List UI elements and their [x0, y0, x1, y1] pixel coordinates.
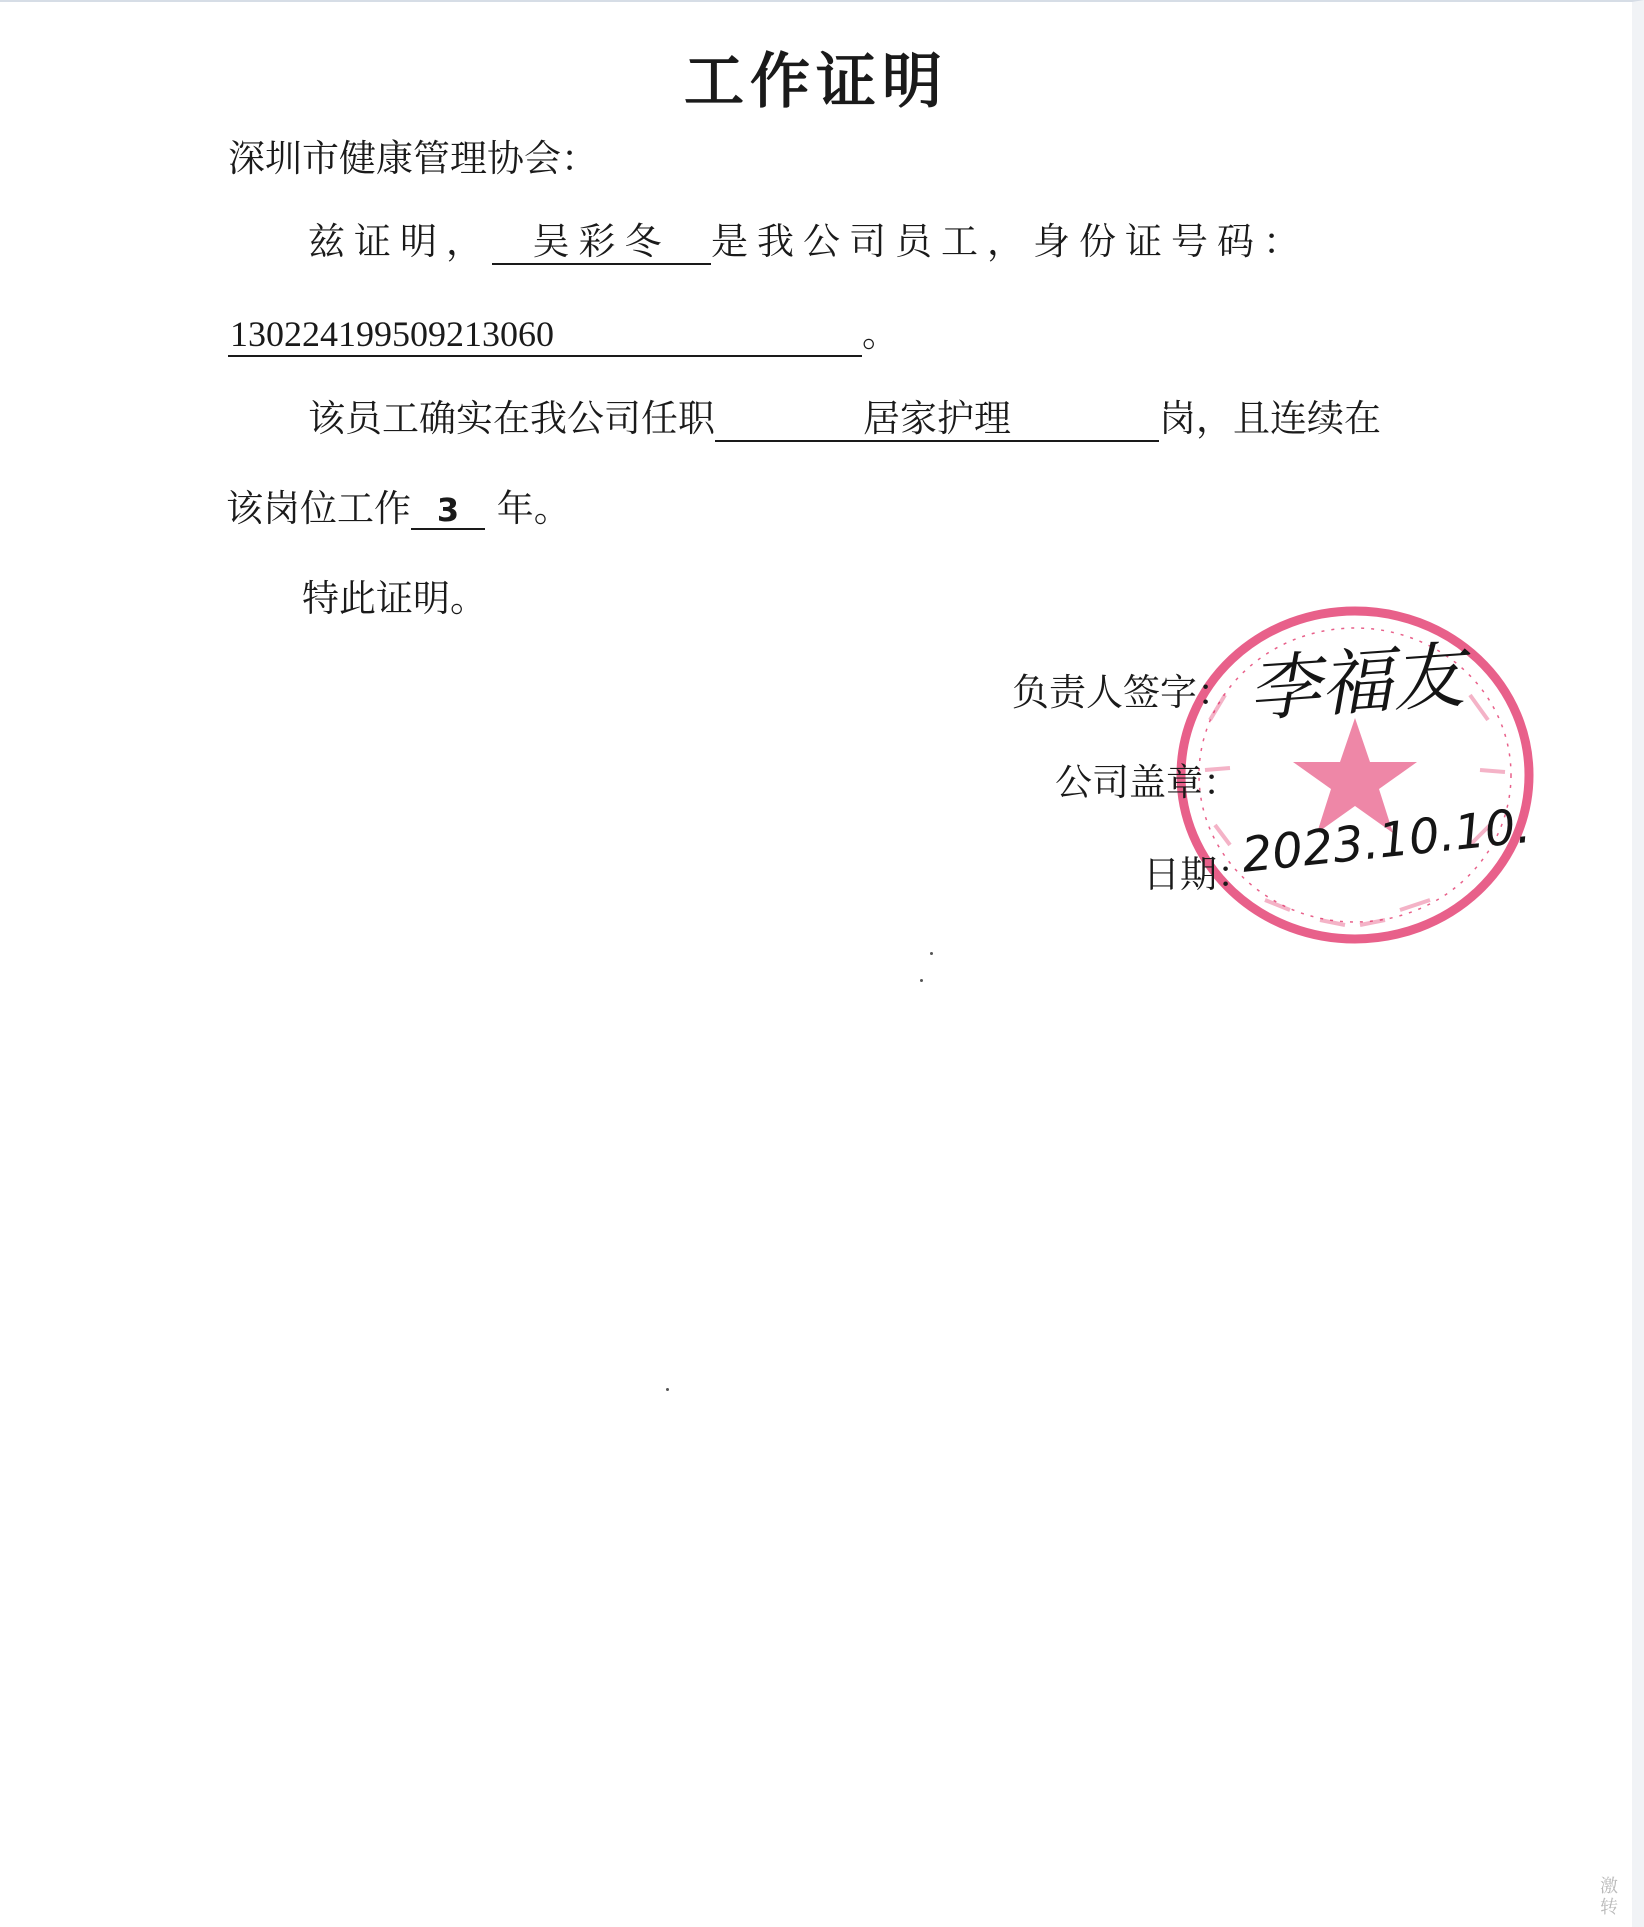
date-handwritten: 2023.10.10.: [1239, 797, 1534, 884]
years: 3: [436, 491, 460, 529]
seal-label: 公司盖章：: [1055, 761, 1240, 804]
paragraph-3: [226, 487, 571, 531]
scan-speck: [666, 1388, 669, 1391]
para3-suffix: 年。: [496, 487, 571, 530]
para2-suffix: 岗，且连续在: [1159, 397, 1381, 440]
employee-name: 吴彩冬: [532, 220, 671, 263]
employee-name-field: [492, 222, 711, 265]
scan-speck: [930, 952, 933, 955]
para2-prefix: 该员工确实在我公司任职: [308, 397, 715, 440]
document-title: 工作证明: [684, 47, 948, 117]
paragraph-1: [308, 220, 1309, 265]
para1-prefix: 兹证明，: [308, 220, 492, 263]
id-number: 130224199509213060: [230, 314, 554, 354]
position: 居家护理: [863, 397, 1011, 440]
corner-watermark: [1600, 1876, 1618, 1919]
years-field: [411, 493, 485, 530]
corner-mark-line-2: 转: [1600, 1897, 1618, 1919]
signature-handwritten: 李福友: [1245, 633, 1467, 732]
closing: 特此证明。: [302, 577, 487, 620]
addressee: 深圳市健康管理协会：: [228, 137, 598, 180]
id-suffix: 。: [862, 312, 899, 355]
para1-middle: 是我公司员工，身份证号码：: [711, 220, 1309, 263]
position-field: [715, 399, 1159, 442]
scan-speck: [920, 979, 923, 982]
id-number-field: [228, 315, 862, 357]
para3-prefix: 该岗位工作: [226, 487, 411, 530]
paragraph-1-continued: [228, 312, 899, 357]
signature-label: 负责人签字：: [1012, 671, 1234, 714]
corner-mark-line-1: 激: [1600, 1875, 1618, 1897]
date-label: 日期：: [1143, 853, 1254, 896]
paragraph-2: [308, 397, 1381, 442]
